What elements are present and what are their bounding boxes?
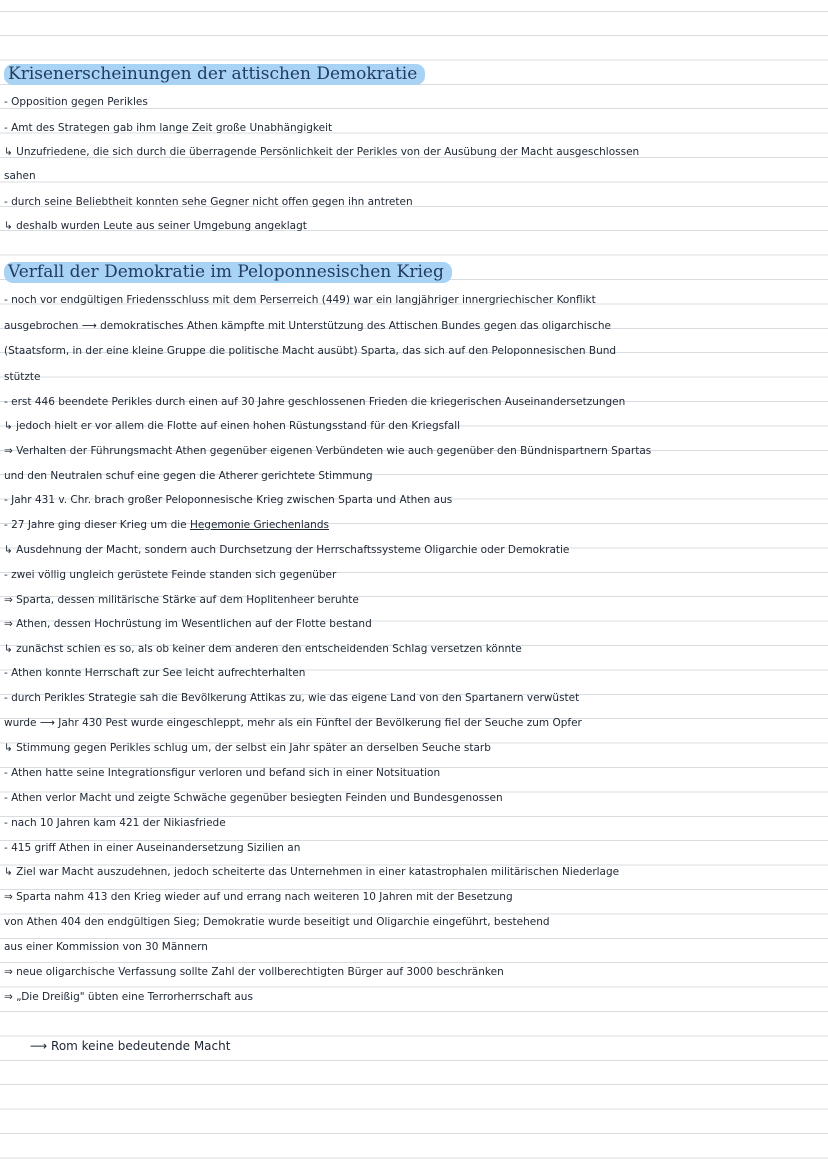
note-line: ↳ jedoch hielt er vor allem die Flotte auf einen hohen Rüstungsstand für den Kriegsfall <box>4 420 461 432</box>
note-line: ⇒ Verhalten der Führungsmacht Athen gegenüber eigenen Verbündeten wie auch gegenüber den Bündnispartnern Spartas <box>4 445 652 457</box>
note-line: ⇒ neue oligarchische Verfassung sollte Zahl der vollberechtigten Bürger auf 3000 beschränken <box>4 966 504 978</box>
note-line: ⇒ Athen, dessen Hochrüstung im Wesentlichen auf der Flotte bestand <box>4 618 372 630</box>
note-line: ↳ deshalb wurden Leute aus seiner Umgebung angeklagt <box>4 220 307 232</box>
note-line: wurde ⟶ Jahr 430 Pest wurde eingeschleppt, mehr als ein Fünftel der Bevölkerung fiel der Seuche zum Opfer <box>4 717 582 729</box>
note-line: - durch seine Beliebtheit konnten sehe Gegner nicht offen gegen ihn antreten <box>4 196 413 208</box>
note-line: - Amt des Strategen gab ihm lange Zeit große Unabhängigkeit <box>4 122 333 134</box>
note-line: - durch Perikles Strategie sah die Bevölkerung Attikas zu, wie das eigene Land von den Spartanern verwüstet <box>4 692 580 704</box>
heading-highlight: Verfall der Demokratie im Peloponnesischen Krieg <box>4 262 452 283</box>
note-line-hegemonie <box>4 517 824 533</box>
heading-krisenerscheinungen <box>4 64 425 84</box>
note-line: - Athen hatte seine Integrationsfigur verloren und befand sich in einer Notsituation <box>4 767 441 779</box>
note-line-text: - 27 Jahre ging dieser Krieg um die <box>4 519 190 531</box>
note-line: von Athen 404 den endgültigen Sieg; Demokratie wurde beseitigt und Oligarchie eingeführt, bestehend <box>4 916 550 928</box>
note-line: ⇒ Sparta nahm 413 den Krieg wieder auf und errang nach weiteren 10 Jahren mit der Besetzung <box>4 891 513 903</box>
note-line: - Athen konnte Herrschaft zur See leicht aufrechterhalten <box>4 667 306 679</box>
underlined-term: Hegemonie Griechenlands <box>189 519 329 531</box>
note-line: - nach 10 Jahren kam 421 der Nikiasfriede <box>4 817 226 829</box>
note-line: ↳ Ziel war Macht auszudehnen, jedoch scheiterte das Unternehmen in einer katastrophalen militärischen Niederlage <box>4 866 620 878</box>
note-line: aus einer Kommission von 30 Männern <box>4 941 208 953</box>
heading-highlight: Krisenerscheinungen der attischen Demokratie <box>4 64 425 85</box>
note-line: - noch vor endgültigen Friedensschluss mit dem Perserreich (449) war ein langjähriger innergriechischer Konflikt <box>4 294 596 306</box>
note-line: - Jahr 431 v. Chr. brach großer Peloponnesische Krieg zwischen Sparta und Athen aus <box>4 494 453 506</box>
note-line: ⇒ Sparta, dessen militärische Stärke auf dem Hoplitenheer beruhte <box>4 594 359 606</box>
note-line: ⇒ „Die Dreißig" übten eine Terrorherrschaft aus <box>4 991 253 1003</box>
note-line: - zwei völlig ungleich gerüstete Feinde standen sich gegenüber <box>4 569 337 581</box>
note-line: ausgebrochen ⟶ demokratisches Athen kämpfte mit Unterstützung des Attischen Bundes gegen das oligarchische <box>4 320 612 332</box>
note-line: stützte <box>4 371 41 383</box>
note-line: - Athen verlor Macht und zeigte Schwäche gegenüber besiegten Feinden und Bundesgenossen <box>4 792 503 804</box>
note-line: - erst 446 beendete Perikles durch einen auf 30 Jahre geschlossenen Frieden die kriegerischen Auseinandersetzungen <box>4 396 626 408</box>
note-line: und den Neutralen schuf eine gegen die Atherer gerichtete Stimmung <box>4 470 373 482</box>
note-line: (Staatsform, in der eine kleine Gruppe die politische Macht ausübt) Sparta, das sich auf den Peloponnesischen Bund <box>4 345 617 357</box>
heading-verfall <box>4 262 452 282</box>
note-line: sahen <box>4 170 36 182</box>
note-line: ⟶ Rom keine bedeutende Macht <box>30 1039 231 1053</box>
note-line: - 415 griff Athen in einer Auseinandersetzung Sizilien an <box>4 842 301 854</box>
note-line: ↳ Unzufriedene, die sich durch die überragende Persönlichkeit der Perikles von der Ausübung der Macht ausgeschlossen <box>4 146 640 158</box>
note-line: ↳ zunächst schien es so, als ob keiner dem anderen den entscheidenden Schlag versetzen könnte <box>4 643 522 655</box>
note-line: ↳ Ausdehnung der Macht, sondern auch Durchsetzung der Herrschaftssysteme Oligarchie oder Demokratie <box>4 544 570 556</box>
note-line: ↳ Stimmung gegen Perikles schlug um, der selbst ein Jahr später an derselben Seuche starb <box>4 742 491 754</box>
note-line: - Opposition gegen Perikles <box>4 96 148 108</box>
